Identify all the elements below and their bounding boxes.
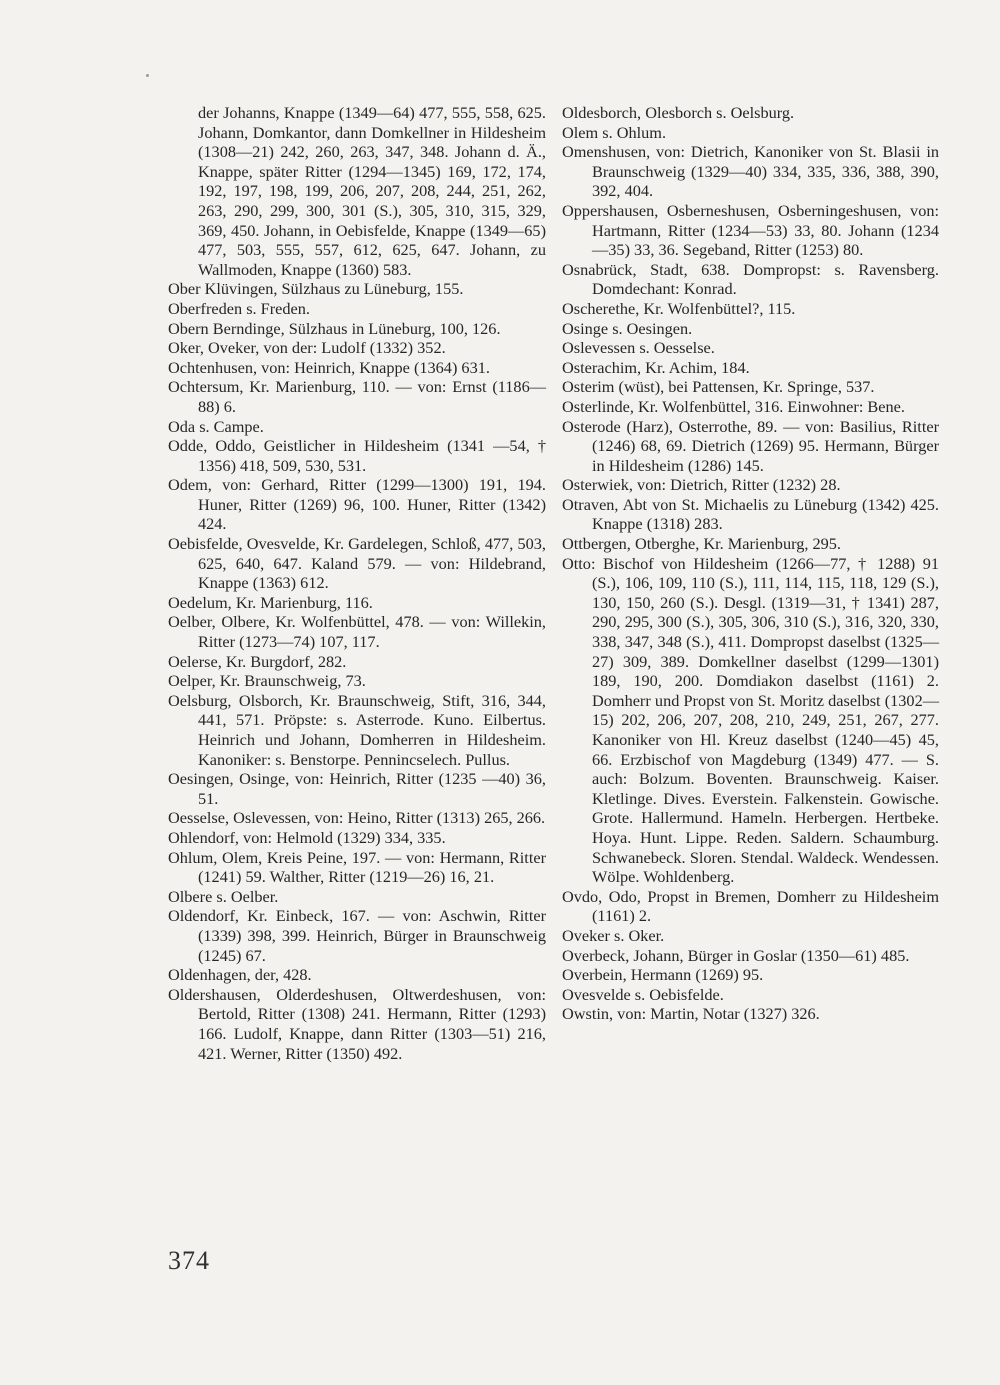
index-entry: Oldenhagen, der, 428.	[168, 965, 312, 985]
index-entry: Oelber, Olbere, Kr. Wolfenbüttel, 478. — von: Willekin, Ritter (1273—74) 107, 117.	[168, 612, 546, 652]
index-entry: Oslevessen s. Oesselse.	[562, 338, 715, 358]
index-entry: Overbeck, Johann, Bürger in Goslar (1350—61) 485.	[562, 945, 910, 965]
index-entry: Oveker s. Oker.	[562, 925, 665, 945]
index-entry: Osterwiek, von: Dietrich, Ritter (1232) 28.	[562, 475, 841, 495]
index-entry: Ohlum, Olem, Kreis Peine, 197. — von: Hermann, Ritter (1241) 59. Walther, Ritter (1219—26) 16, 21.	[168, 847, 546, 887]
index-entry: Oberfreden s. Freden.	[168, 298, 310, 318]
index-entry: Oedelum, Kr. Marienburg, 116.	[168, 592, 373, 612]
index-entry: Otto: Bischof von Hildesheim (1266—77, † 1288) 91 (S.), 106, 109, 110 (S.), 111, 114, 115, 118, 129 (S.), 130, 150, 260 (S.). Desgl. (1319—31, † 1341) 287, 290, 295, 300 (S.), 305, 306, 310 (S.), 316, 320, 330, 338, 347, 348 (S.), 411. Dompropst daselbst (1325—27) 309, 389. Domkellner daselbst (1299—1301) 189, 190, 200. Domdiakon daselbst (1161) 2. Domherr und Propst von St. Moritz daselbst (1302—15) 202, 206, 207, 208, 210, 249, 251, 267, 277. Kanoniker von Hl. Kreuz daselbst (1240—45) 45, 66. Erzbischof von Magdeburg (1349) 477. — S. auch: Bolzum. Boventen. Braunschweig. Kaiser. Kletlinge. Dives. Everstein. Falkenstein. Gowische. Grote. Hallermund. Hameln. Herbergen. Hertbeke. Hoya. Hunt. Lippe. Reden. Saldern. Schaumburg. Schwanebeck. Sloren. Stendal. Waldeck. Wendessen. Wölpe. Wohldenberg.	[562, 553, 939, 887]
index-entry: Ober Klüvingen, Sülzhaus zu Lüneburg, 155.	[168, 279, 464, 299]
index-entry: Odem, von: Gerhard, Ritter (1299—1300) 191, 194. Huner, Ritter (1269) 96, 100. Huner, Ritter (1342) 424.	[168, 475, 546, 534]
index-entry: Oker, Oveker, von der: Ludolf (1332) 352.	[168, 338, 446, 358]
index-entry: Osterlinde, Kr. Wolfenbüttel, 316. Einwohner: Bene.	[562, 396, 905, 416]
index-entry: Oldershausen, Olderdeshusen, Oltwerdeshusen, von: Bertold, Ritter (1308) 241. Hermann, Ritter (1293) 166. Ludolf, Knappe, dann Ritter (1303—51) 216, 421. Werner, Ritter (1350) 492.	[168, 984, 546, 1063]
index-entry: Oppershausen, Osberneshusen, Osberningeshusen, von: Hartmann, Ritter (1234—53) 33, 80. Johann (1234—35) 33, 36. Segeband, Ritter (1253) 80.	[562, 200, 939, 260]
index-entry: Owstin, von: Martin, Notar (1327) 326.	[562, 1004, 820, 1024]
index-entry: der Johanns, Knappe (1349—64) 477, 555, 558, 625. Johann, Domkantor, dann Domkellner in Hildesheim (1308—21) 242, 260, 263, 347, 348. Johann d. Ä., Knappe, später Ritter (1294—1345) 169, 172, 174, 192, 197, 198, 199, 206, 207, 208, 244, 251, 262, 263, 290, 299, 300, 301 (S.), 305, 310, 315, 329, 369, 450. Johann, in Oebisfelde, Knappe (1349—65) 477, 503, 555, 557, 612, 625, 647. Johann, zu Wallmoden, Knappe (1360) 583.	[198, 103, 546, 279]
index-entry: Oesselse, Oslevessen, von: Heino, Ritter (1313) 265, 266.	[168, 808, 546, 828]
index-entry: Oelerse, Kr. Burgdorf, 282.	[168, 651, 347, 671]
index-entry: Oesingen, Osinge, von: Heinrich, Ritter (1235 —40) 36, 51.	[168, 769, 546, 808]
index-entry: Osnabrück, Stadt, 638. Dompropst: s. Ravensberg. Domdechant: Konrad.	[562, 259, 939, 299]
index-entry: Ohlendorf, von: Helmold (1329) 334, 335.	[168, 827, 446, 847]
index-entry: Overbein, Hermann (1269) 95.	[562, 965, 764, 985]
index-entry: Ochtenhusen, von: Heinrich, Knappe (1364) 631.	[168, 357, 490, 377]
page-number: 374	[168, 1246, 210, 1275]
index-entry: Osterim (wüst), bei Pattensen, Kr. Springe, 537.	[562, 377, 875, 397]
left-column	[168, 103, 546, 1063]
index-entry: Olem s. Ohlum.	[562, 122, 667, 142]
index-entry: Otraven, Abt von St. Michaelis zu Lüneburg (1342) 425. Knappe (1318) 283.	[562, 494, 939, 534]
index-entry: Oldesborch, Olesborch s. Oelsburg.	[562, 103, 795, 122]
index-entry: Oda s. Campe.	[168, 416, 264, 436]
index-entry: Oebisfelde, Ovesvelde, Kr. Gardelegen, Schloß, 477, 503, 625, 640, 647. Kaland 579. — von: Hildebrand, Knappe (1363) 612.	[168, 534, 546, 593]
index-entry: Omenshusen, von: Dietrich, Kanoniker von St. Blasii in Braunschweig (1329—40) 334, 335, 336, 388, 390, 392, 404.	[562, 142, 939, 201]
paper-speck	[146, 74, 149, 77]
index-entry: Osterachim, Kr. Achim, 184.	[562, 357, 750, 377]
index-entry: Oelper, Kr. Braunschweig, 73.	[168, 671, 366, 691]
index-entry: Odde, Oddo, Geistlicher in Hildesheim (1341 —54, † 1356) 418, 509, 530, 531.	[168, 436, 546, 475]
index-entry: Ovesvelde s. Oebisfelde.	[562, 984, 724, 1004]
index-entry: Ochtersum, Kr. Marienburg, 110. — von: Ernst (1186—88) 6.	[168, 377, 546, 416]
index-entry: Ovdo, Odo, Propst in Bremen, Domherr zu Hildesheim (1161) 2.	[562, 886, 939, 926]
index-entry: Obern Berndinge, Sülzhaus in Lüneburg, 100, 126.	[168, 318, 501, 338]
index-entry: Oscherethe, Kr. Wolfenbüttel?, 115.	[562, 298, 796, 318]
index-entry: Olbere s. Oelber.	[168, 886, 279, 906]
index-entry: Osterode (Harz), Osterrothe, 89. — von: Basilius, Ritter (1246) 68, 69. Dietrich (1269) 95. Hermann, Bürger in Hildesheim (1286) 145.	[562, 416, 939, 475]
index-entry: Ottbergen, Otberghe, Kr. Marienburg, 295.	[562, 534, 841, 554]
right-column	[562, 103, 939, 1024]
index-entry: Osinge s. Oesingen.	[562, 318, 693, 338]
index-entry: Oldendorf, Kr. Einbeck, 167. — von: Aschwin, Ritter (1339) 398, 399. Heinrich, Bürger in Braunschweig (1245) 67.	[168, 906, 546, 965]
index-entry: Oelsburg, Olsborch, Kr. Braunschweig, Stift, 316, 344, 441, 571. Pröpste: s. Asterrode. Kuno. Eilbertus. Heinrich und Johann, Domherren in Hildesheim. Kanoniker: s. Benstorpe. Pennincselech. Pullus.	[168, 690, 546, 769]
